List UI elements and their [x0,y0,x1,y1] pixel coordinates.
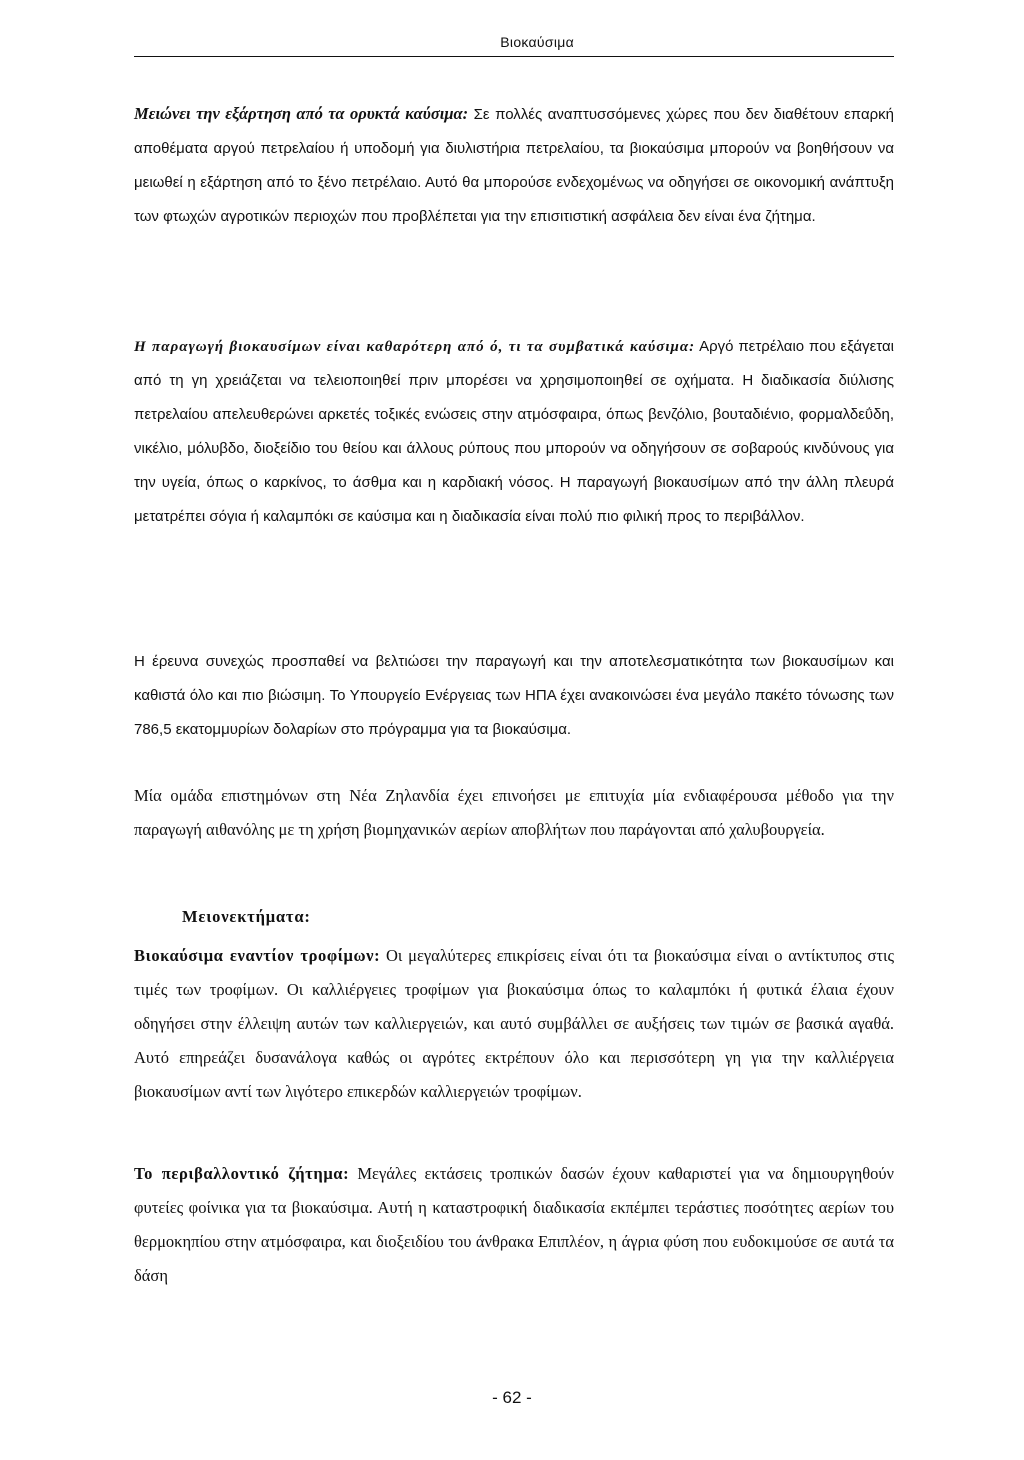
page-number: - 62 - [492,1388,532,1407]
paragraph-text: Αργό πετρέλαιο που εξάγεται από τη γη χρειάζεται να τελειοποιηθεί πριν μπορέσει να χρησιμοποιηθεί σε οχήματα. Η διαδικασία διύλισης πετρελαίου απελευθερώνει αρκετές τοξικές ενώσεις στην ατμόσφαιρα, όπως βενζόλιο, βουταδιένιο, φορμαλδεΰδη, νικέλιο, μόλυβδο, διοξείδιο του θείου και άλλους ρύπους που μπορούν να οδηγήσουν σε σοβαρούς κινδύνους για την υγεία, όπως ο καρκίνος, το άσθμα και η καρδιακή νόσος. Η παραγωγή βιοκαυσίμων από την άλλη πλευρά μετατρέπει σόγια ή καλαμπόκι σε καύσιμα και η διαδικασία είναι πολύ πιο φιλική προς το περιβάλλον. [134,338,894,525]
paragraph-research [134,645,894,747]
paragraph-text: Σε πολλές αναπτυσσόμενες χώρες που δεν διαθέτουν επαρκή αποθέματα αργού πετρελαίου ή υποδομή για διυλιστήρια πετρελαίου, τα βιοκαύσιμα μπορούν να βοηθήσουν να μειωθεί η εξάρτηση από το ξένο πετρέλαιο. Αυτό θα μπορούσε ενδεχομένως να οδηγήσει σε οικονομική ανάπτυξη των φτωχών αγροτικών περιοχών που προβλέπεται για την επισιτιστική ασφάλεια δεν είναι ένα ζήτημα. [134,106,894,225]
paragraph-environment [134,1157,894,1293]
paragraph-text: Μία ομάδα επιστημόνων στη Νέα Ζηλανδία έχει επινοήσει με επιτυχία μία ενδιαφέρουσα μέθοδο για την παραγωγή αιθανόλης με τη χρήση βιομηχανικών αερίων αποβλήτων που παράγονται από χαλυβουργεία. [134,786,894,839]
document-page [134,30,894,57]
paragraph-dependence [134,97,894,234]
paragraph-lead: Το περιβαλλοντικό ζήτημα: [134,1164,350,1183]
paragraph-text: Μεγάλες εκτάσεις τροπικών δασών έχουν καθαριστεί για να δημιουργηθούν φυτείες φοίνικα για τα βιοκαύσιμα. Αυτή η καταστροφική διαδικασία εκπέμπει τεράστιες ποσότητες αερίων του θερμοκηπίου στην ατμόσφαιρα, και διοξειδίου του άνθρακα Επιπλέον, η άγρια φύση που ευδοκιμούσε σε αυτά τα δάση [134,1164,894,1285]
paragraph-lead: Βιοκαύσιμα εναντίον τροφίμων: [134,946,381,965]
paragraph-cleaner-production [134,330,894,534]
paragraph-lead: Μειώνει την εξάρτηση από τα ορυκτά καύσιμα: [134,104,469,123]
paragraph-fuel-vs-food [134,939,894,1109]
section-heading-disadvantages: Μειονεκτήματα: [182,907,311,926]
paragraph-new-zealand [134,779,894,847]
header-rule [134,56,894,57]
paragraph-text: Η έρευνα συνεχώς προσπαθεί να βελτιώσει την παραγωγή και την αποτελεσματικότητα των βιοκαυσίμων και καθιστά όλο και πιο βιώσιμη. Το Υπουργείο Ενέργειας των ΗΠΑ έχει ανακοινώσει ένα μεγάλο πακέτο τόνωσης των 786,5 εκατομμυρίων δολαρίων στο πρόγραμμα για τα βιοκαύσιμα. [134,653,894,738]
paragraph-text: Οι μεγαλύτερες επικρίσεις είναι ότι τα βιοκαύσιμα είναι ο αντίκτυπος στις τιμές των τροφίμων. Οι καλλιέργειες τροφίμων για βιοκαύσιμα όπως το καλαμπόκι ή φυτικά έλαια έχουν οδηγήσει στην έλλειψη αυτών των καλλιεργειών, και αυτό συμβάλλει σε αυξήσεις των τιμών σε βασικά αγαθά. Αυτό επηρεάζει δυσανάλογα καθώς οι αγρότες εκτρέπουν όλο και περισσότερη γη για την καλλιέργεια βιοκαυσίμων αντί των λιγότερο επικερδών καλλιεργειών τροφίμων. [134,946,895,1101]
running-header: Βιοκαύσιμα [500,34,574,50]
paragraph-lead: Η παραγωγή βιοκαυσίμων είναι καθαρότερη από ό, τι τα συμβατικά καύσιμα: [134,339,696,355]
